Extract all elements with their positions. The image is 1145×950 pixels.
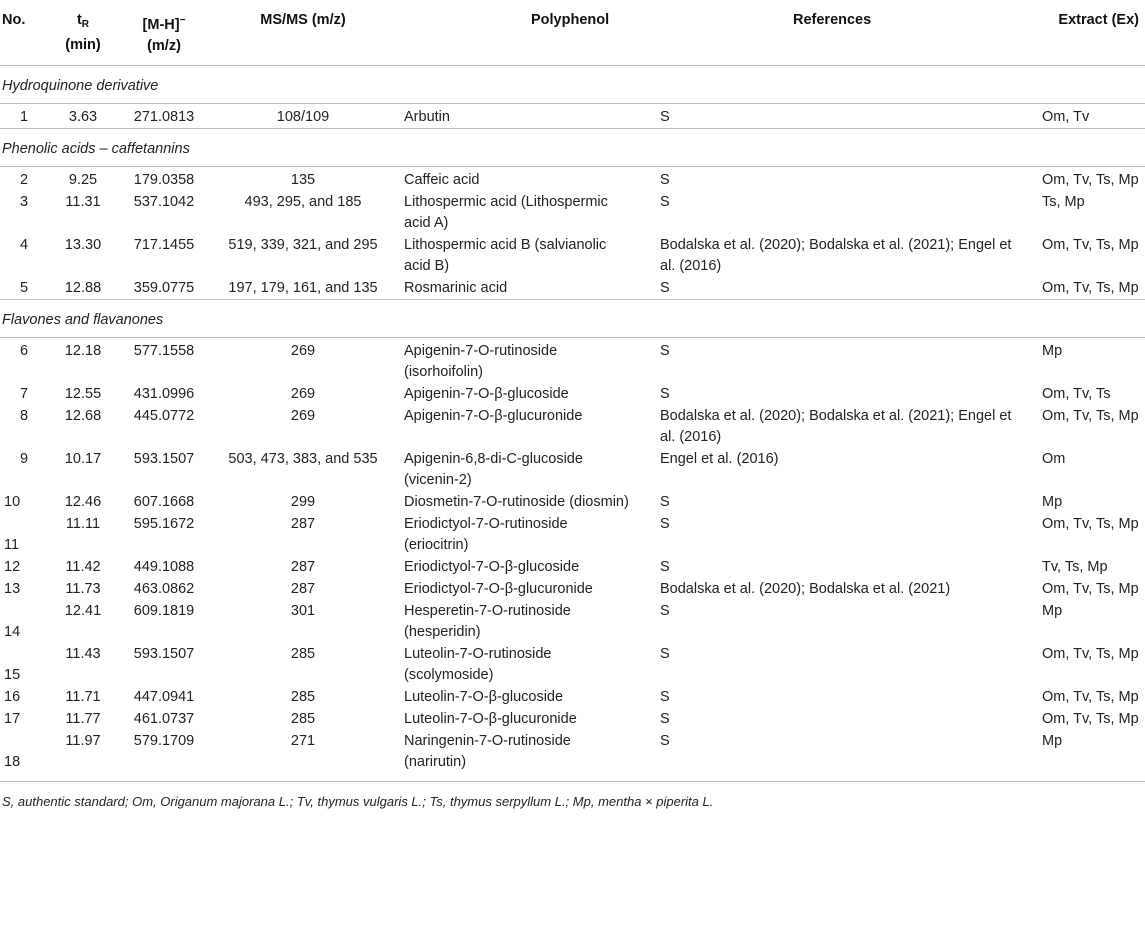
cell-extract: Om, Tv, Ts, Mp bbox=[1042, 172, 1139, 188]
cell-no: 18 bbox=[4, 754, 21, 770]
header-references: References bbox=[648, 0, 1038, 66]
cell-mass: 431.0996 bbox=[133, 386, 195, 402]
cell-no: 2 bbox=[19, 172, 29, 188]
cell-msms: 519, 339, 321, and 295 bbox=[228, 237, 378, 253]
table-row bbox=[0, 338, 1145, 384]
table-row bbox=[0, 708, 1145, 730]
cell-no: 17 bbox=[4, 711, 21, 727]
cell-msms: 108/109 bbox=[276, 109, 330, 125]
table-body bbox=[0, 66, 1145, 774]
cell-no: 10 bbox=[4, 494, 21, 510]
cell-references: S bbox=[660, 516, 670, 532]
table-row bbox=[0, 556, 1145, 578]
cell-references: S bbox=[660, 343, 670, 359]
cell-retention-time: 12.68 bbox=[64, 408, 102, 424]
cell-no: 7 bbox=[19, 386, 29, 402]
cell-extract: Om bbox=[1042, 451, 1066, 467]
table-row bbox=[0, 104, 1145, 129]
table-row bbox=[0, 234, 1145, 277]
cell-mass: 607.1668 bbox=[133, 494, 195, 510]
header-no: No. bbox=[0, 0, 48, 66]
cell-retention-time: 11.73 bbox=[65, 581, 101, 597]
cell-retention-time: 12.41 bbox=[64, 603, 102, 619]
cell-mass: 449.1088 bbox=[133, 559, 195, 575]
cell-no: 11 bbox=[4, 537, 20, 553]
cell-polyphenol: Apigenin-7-O-β-glucoside bbox=[404, 386, 569, 402]
cell-msms: 269 bbox=[290, 343, 316, 359]
cell-extract: Om, Tv, Ts, Mp bbox=[1042, 646, 1139, 662]
cell-retention-time: 9.25 bbox=[68, 172, 98, 188]
header-polyphenol: Polyphenol bbox=[396, 0, 648, 66]
cell-polyphenol: Luteolin-7-O-β-glucuronide bbox=[404, 711, 577, 727]
cell-msms: 269 bbox=[290, 408, 316, 424]
cell-polyphenol: Caffeic acid bbox=[404, 172, 480, 188]
cell-mass: 537.1042 bbox=[133, 194, 195, 210]
cell-retention-time: 11.43 bbox=[65, 646, 101, 662]
cell-references: Bodalska et al. (2020); Bodalska et al. (2021); Engel et al. (2016) bbox=[660, 408, 1012, 445]
cell-retention-time: 12.18 bbox=[64, 343, 102, 359]
cell-mass: 461.0737 bbox=[133, 711, 195, 727]
cell-retention-time: 11.77 bbox=[65, 711, 101, 727]
cell-references: S bbox=[660, 689, 670, 705]
cell-extract: Mp bbox=[1042, 343, 1063, 359]
cell-msms: 287 bbox=[290, 559, 316, 575]
table-row bbox=[0, 600, 1145, 643]
cell-no: 6 bbox=[19, 343, 29, 359]
cell-no: 8 bbox=[19, 408, 29, 424]
table-row bbox=[0, 513, 1145, 556]
table-row bbox=[0, 730, 1145, 773]
cell-no: 13 bbox=[4, 581, 21, 597]
table-row bbox=[0, 578, 1145, 600]
cell-extract: Tv, Ts, Mp bbox=[1042, 559, 1108, 575]
section-row bbox=[0, 66, 1145, 104]
cell-polyphenol: Hesperetin-7-O-rutinoside (hesperidin) bbox=[404, 603, 571, 640]
table-row bbox=[0, 491, 1145, 513]
cell-no: 4 bbox=[19, 237, 29, 253]
cell-mass: 359.0775 bbox=[133, 280, 195, 296]
cell-extract: Ts, Mp bbox=[1042, 194, 1085, 210]
cell-mass: 595.1672 bbox=[133, 516, 195, 532]
cell-extract: Om, Tv, Ts, Mp bbox=[1042, 280, 1139, 296]
cell-mass: 609.1819 bbox=[133, 603, 195, 619]
cell-extract: Om, Tv, Ts bbox=[1042, 386, 1111, 402]
cell-retention-time: 12.55 bbox=[64, 386, 102, 402]
cell-msms: 269 bbox=[290, 386, 316, 402]
table-footnote: S, authentic standard; Om, Origanum majorana L.; Tv, thymus vulgaris L.; Ts, thymus serpyllum L.; Mp, mentha × piperita L. bbox=[0, 781, 1145, 809]
section-title: Flavones and flavanones bbox=[0, 300, 1145, 338]
section-row bbox=[0, 129, 1145, 167]
cell-polyphenol: Eriodictyol-7-O-β-glucuronide bbox=[404, 581, 593, 597]
table-row bbox=[0, 277, 1145, 300]
cell-no: 5 bbox=[19, 280, 29, 296]
cell-no: 12 bbox=[4, 559, 21, 575]
cell-polyphenol: Naringenin-7-O-rutinoside (narirutin) bbox=[404, 733, 571, 770]
table-row bbox=[0, 643, 1145, 686]
cell-polyphenol: Lithospermic acid (Lithospermic acid A) bbox=[404, 194, 608, 231]
cell-polyphenol: Rosmarinic acid bbox=[404, 280, 508, 296]
cell-no: 9 bbox=[19, 451, 29, 467]
cell-msms: 271 bbox=[290, 733, 316, 749]
cell-mass: 593.1507 bbox=[133, 451, 195, 467]
header-tr: $t_R$ (min) bbox=[48, 0, 118, 66]
cell-no: 16 bbox=[4, 689, 21, 705]
cell-msms: 503, 473, 383, and 535 bbox=[228, 451, 378, 467]
cell-extract: Mp bbox=[1042, 733, 1063, 749]
cell-references: S bbox=[660, 194, 670, 210]
header-extract: Extract (Ex) bbox=[1038, 0, 1145, 66]
cell-msms: 197, 179, 161, and 135 bbox=[228, 280, 378, 296]
header-mh: [M-H]− (m/z) bbox=[118, 0, 210, 66]
cell-msms: 135 bbox=[290, 172, 316, 188]
section-title: Hydroquinone derivative bbox=[0, 66, 1145, 104]
cell-mass: 463.0862 bbox=[133, 581, 195, 597]
cell-polyphenol: Luteolin-7-O-rutinoside (scolymoside) bbox=[404, 646, 552, 683]
cell-msms: 299 bbox=[290, 494, 316, 510]
cell-extract: Om, Tv, Ts, Mp bbox=[1042, 516, 1139, 532]
cell-polyphenol: Apigenin-6,8-di-C-glucoside (vicenin-2) bbox=[404, 451, 583, 488]
cell-no: 15 bbox=[4, 667, 21, 683]
cell-retention-time: 12.46 bbox=[64, 494, 102, 510]
cell-extract: Om, Tv, Ts, Mp bbox=[1042, 581, 1139, 597]
cell-extract: Mp bbox=[1042, 603, 1063, 619]
cell-msms: 285 bbox=[290, 689, 316, 705]
cell-retention-time: 11.71 bbox=[65, 689, 101, 705]
cell-references: S bbox=[660, 711, 670, 727]
cell-retention-time: 11.31 bbox=[65, 194, 101, 210]
header-msms: MS/MS (m/z) bbox=[210, 0, 396, 66]
cell-references: S bbox=[660, 109, 670, 125]
cell-retention-time: 11.42 bbox=[65, 559, 101, 575]
cell-extract: Om, Tv, Ts, Mp bbox=[1042, 689, 1139, 705]
cell-references: S bbox=[660, 603, 670, 619]
table-row bbox=[0, 405, 1145, 448]
cell-references: S bbox=[660, 733, 670, 749]
cell-references: S bbox=[660, 494, 670, 510]
cell-references: S bbox=[660, 386, 670, 402]
cell-extract: Om, Tv, Ts, Mp bbox=[1042, 711, 1139, 727]
table-row bbox=[0, 167, 1145, 192]
section-row bbox=[0, 300, 1145, 338]
cell-polyphenol: Arbutin bbox=[404, 109, 450, 125]
cell-no: 1 bbox=[19, 109, 29, 125]
cell-references: S bbox=[660, 646, 670, 662]
cell-retention-time: 3.63 bbox=[68, 109, 98, 125]
cell-polyphenol: Apigenin-7-O-β-glucuronide bbox=[404, 408, 583, 424]
table-row bbox=[0, 686, 1145, 708]
cell-references: Engel et al. (2016) bbox=[660, 451, 779, 467]
cell-no: 3 bbox=[19, 194, 29, 210]
cell-retention-time: 11.11 bbox=[65, 516, 101, 532]
cell-extract: Om, Tv, Ts, Mp bbox=[1042, 237, 1139, 253]
cell-mass: 447.0941 bbox=[133, 689, 195, 705]
cell-references: S bbox=[660, 559, 670, 575]
cell-msms: 285 bbox=[290, 646, 316, 662]
cell-msms: 285 bbox=[290, 711, 316, 727]
cell-no: 14 bbox=[4, 624, 21, 640]
cell-polyphenol: Luteolin-7-O-β-glucoside bbox=[404, 689, 564, 705]
cell-polyphenol: Eriodictyol-7-O-rutinoside (eriocitrin) bbox=[404, 516, 568, 553]
header-row bbox=[0, 0, 1145, 66]
cell-msms: 287 bbox=[290, 516, 316, 532]
cell-mass: 593.1507 bbox=[133, 646, 195, 662]
cell-msms: 493, 295, and 185 bbox=[244, 194, 362, 210]
cell-retention-time: 13.30 bbox=[64, 237, 102, 253]
cell-extract: Om, Tv, Ts, Mp bbox=[1042, 408, 1139, 424]
cell-retention-time: 10.17 bbox=[64, 451, 102, 467]
cell-retention-time: 11.97 bbox=[65, 733, 101, 749]
cell-references: Bodalska et al. (2020); Bodalska et al. (2021); Engel et al. (2016) bbox=[660, 237, 1012, 274]
cell-mass: 271.0813 bbox=[133, 109, 195, 125]
cell-references: Bodalska et al. (2020); Bodalska et al. (2021) bbox=[660, 581, 951, 597]
table-row bbox=[0, 383, 1145, 405]
cell-references: S bbox=[660, 280, 670, 296]
cell-polyphenol: Eriodictyol-7-O-β-glucoside bbox=[404, 559, 580, 575]
cell-retention-time: 12.88 bbox=[64, 280, 102, 296]
cell-mass: 179.0358 bbox=[133, 172, 195, 188]
cell-references: S bbox=[660, 172, 670, 188]
cell-msms: 287 bbox=[290, 581, 316, 597]
cell-mass: 445.0772 bbox=[133, 408, 195, 424]
cell-extract: Mp bbox=[1042, 494, 1063, 510]
cell-msms: 301 bbox=[290, 603, 316, 619]
cell-mass: 577.1558 bbox=[133, 343, 195, 359]
cell-extract: Om, Tv bbox=[1042, 109, 1090, 125]
table-row bbox=[0, 448, 1145, 491]
cell-polyphenol: Diosmetin-7-O-rutinoside (diosmin) bbox=[404, 494, 629, 510]
section-title: Phenolic acids – caffetannins bbox=[0, 129, 1145, 167]
table-row bbox=[0, 191, 1145, 234]
cell-mass: 579.1709 bbox=[133, 733, 195, 749]
cell-polyphenol: Apigenin-7-O-rutinoside (isorhoifolin) bbox=[404, 343, 558, 380]
cell-mass: 717.1455 bbox=[133, 237, 195, 253]
cell-polyphenol: Lithospermic acid B (salvianolic acid B) bbox=[404, 237, 607, 274]
